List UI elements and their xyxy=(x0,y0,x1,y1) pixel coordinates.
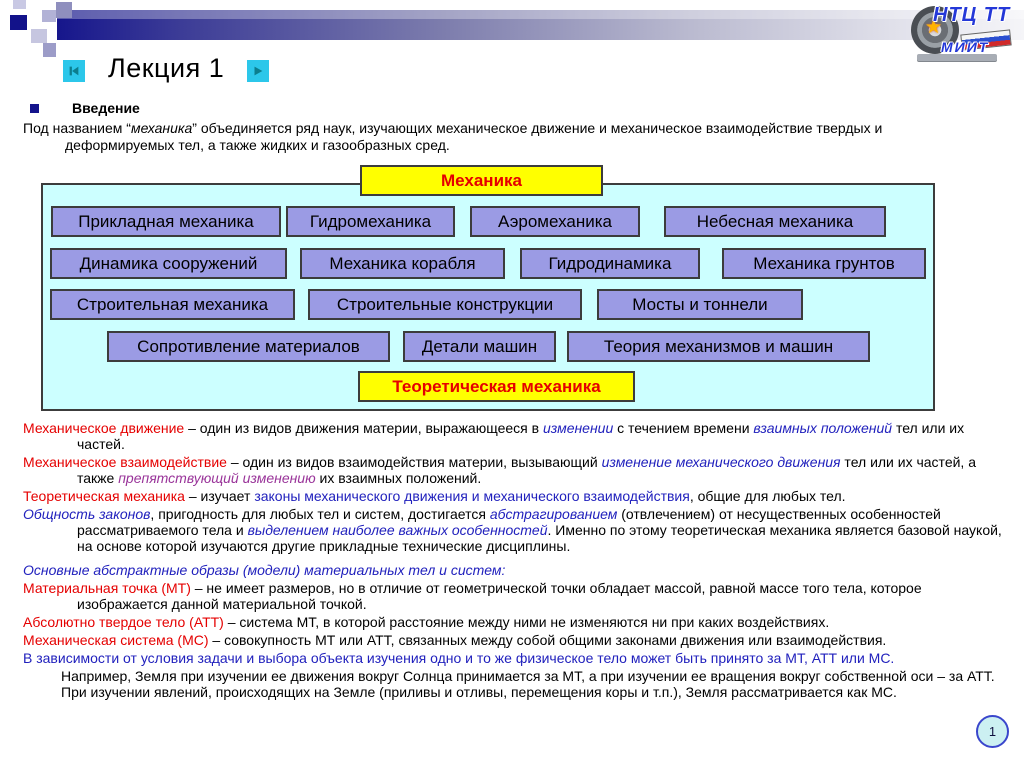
diagram-box: Небесная механика xyxy=(664,206,886,237)
text-segment: Под названием “ xyxy=(23,120,131,136)
previous-slide-button[interactable] xyxy=(63,60,85,82)
text-segment: законы механического движения и механического взаимодействия xyxy=(254,488,690,504)
definitions-text xyxy=(23,420,1009,702)
diagram-box: Прикладная механика xyxy=(51,206,281,237)
diagram-box: Теория механизмов и машин xyxy=(567,331,870,362)
star-icon: ★ xyxy=(925,17,943,38)
decor-square xyxy=(10,15,27,30)
text-segment: абстрагированием xyxy=(489,506,618,522)
text-segment: Общность законов xyxy=(23,506,151,522)
text-segment: изменение механического движения xyxy=(601,454,841,470)
introduction-heading xyxy=(23,100,988,117)
introduction-section xyxy=(23,100,988,154)
heading-abstract-models xyxy=(23,562,1009,578)
diagram-box: Гидродинамика xyxy=(520,248,700,279)
text-segment: (отвлечением) от несущественных особенностей рассматриваемого тела и xyxy=(77,506,941,538)
next-slide-button[interactable] xyxy=(247,60,269,82)
def-mechanical-interaction xyxy=(23,454,1009,486)
text-segment: – изучает xyxy=(184,488,255,504)
text-segment: – один из видов взаимодействия материи, вызывающий xyxy=(226,454,602,470)
text-segment: . Именно по этому теоретическая механика является базовой наукой, на основе которой изучаются другие прикладные технические дисциплины. xyxy=(77,522,1002,554)
diagram-box: Гидромеханика xyxy=(286,206,455,237)
text-segment: – один из видов движения материи, выражающееся в xyxy=(184,420,543,436)
text-segment: В зависимости от условия задачи и выбора объекта изучения одно и то же физическое тело может быть принято за МТ, АТТ или МС. xyxy=(23,650,895,666)
header-bar-gloss xyxy=(57,10,1024,19)
diagram-box: Мосты и тоннели xyxy=(597,289,803,320)
text-segment: – система МТ, в которой расстояние между ними не изменяются ни при каких воздействиях. xyxy=(223,614,830,630)
text-segment: препятствующий изменению xyxy=(118,470,316,486)
diagram-box: Строительная механика xyxy=(50,289,295,320)
diagram-box: Динамика сооружений xyxy=(50,248,287,279)
text-segment: механика xyxy=(130,120,193,136)
decor-square xyxy=(42,10,56,22)
decor-square xyxy=(13,0,26,9)
def-theoretical-mechanics xyxy=(23,488,1009,504)
text-segment: , общие для любых тел. xyxy=(689,488,846,504)
def-generality-of-laws xyxy=(23,506,1009,554)
diagram-box: Детали машин xyxy=(403,331,556,362)
introduction-paragraph xyxy=(23,120,988,154)
text-segment: , пригодность для любых тел и систем, достигается xyxy=(150,506,490,522)
org-name: НТЦ ТТ xyxy=(933,4,1011,26)
decor-square xyxy=(31,29,47,43)
text-segment: Абсолютно твердое тело (АТТ) xyxy=(23,614,224,630)
text-segment: тел или их частей. xyxy=(77,420,965,452)
diagram-root-box: Механика xyxy=(360,165,603,196)
page-number-badge: 1 xyxy=(976,715,1009,748)
mechanics-diagram xyxy=(40,165,937,413)
text-segment: Механическая система (МС) xyxy=(23,632,209,648)
decor-square xyxy=(43,43,56,57)
text-segment: – совокупность МТ или АТТ, связанных между собой общими законами движения или взаимодействия. xyxy=(208,632,887,648)
text-segment: с течением времени xyxy=(613,420,754,436)
decor-square xyxy=(56,2,72,18)
note-depending-on-task xyxy=(23,650,1009,666)
diagram-box: Строительные конструкции xyxy=(308,289,582,320)
page-title: Лекция 1 xyxy=(108,53,225,83)
text-segment: тел или их частей, а также xyxy=(77,454,976,486)
text-segment: Материальная точка (МТ) xyxy=(23,580,191,596)
text-segment: Теоретическая механика xyxy=(23,488,185,504)
text-segment: взаимных положений xyxy=(753,420,893,436)
next-slide-icon xyxy=(251,64,265,78)
diagram-box: Механика корабля xyxy=(300,248,505,279)
diagram-box: Сопротивление материалов xyxy=(107,331,390,362)
logo xyxy=(901,3,1015,61)
text-segment: Основные абстрактные образы (модели) материальных тел и систем: xyxy=(23,562,506,578)
introduction-heading-label: Введение xyxy=(72,100,140,116)
text-segment: выделением наиболее важных особенностей xyxy=(247,522,548,538)
header-gradient-bar xyxy=(57,10,1024,40)
def-mechanical-motion xyxy=(23,420,1009,452)
def-rigid-body xyxy=(23,614,1009,630)
text-segment: Например, Земля при изучении ее движения вокруг Солнца принимается за МТ, а при изучении ее вращения вокруг собственной оси – за АТТ. При изучении явлений, происходящих на Земле (приливы и отливы, перемещения коры и т.п.), Земля рассматривается как МС. xyxy=(61,668,995,700)
text-segment: Механическое взаимодействие xyxy=(23,454,227,470)
previous-slide-icon xyxy=(67,64,81,78)
diagram-box: Аэромеханика xyxy=(470,206,640,237)
text-segment: изменении xyxy=(542,420,614,436)
bullet-square-icon xyxy=(30,104,39,113)
diagram-box: Механика грунтов xyxy=(722,248,926,279)
example-earth xyxy=(61,668,1009,700)
def-mechanical-system xyxy=(23,632,1009,648)
text-segment: ” объединяется ряд наук, изучающих механическое движение и механическое взаимодействие твердых и деформируемых тел, а также жидких и газообразных сред. xyxy=(65,120,883,153)
def-material-point xyxy=(23,580,1009,612)
diagram-leaf-box: Теоретическая механика xyxy=(358,371,635,402)
logo-base xyxy=(917,54,997,61)
text-segment: их взаимных положений. xyxy=(315,470,482,486)
text-segment: – не имеет размеров, но в отличие от геометрической точки обладает массой, равной массе того тела, которое изображается данной материальной точкой. xyxy=(77,580,922,612)
text-segment: Механическое движение xyxy=(23,420,185,436)
org-subname: МИИТ xyxy=(941,39,990,55)
